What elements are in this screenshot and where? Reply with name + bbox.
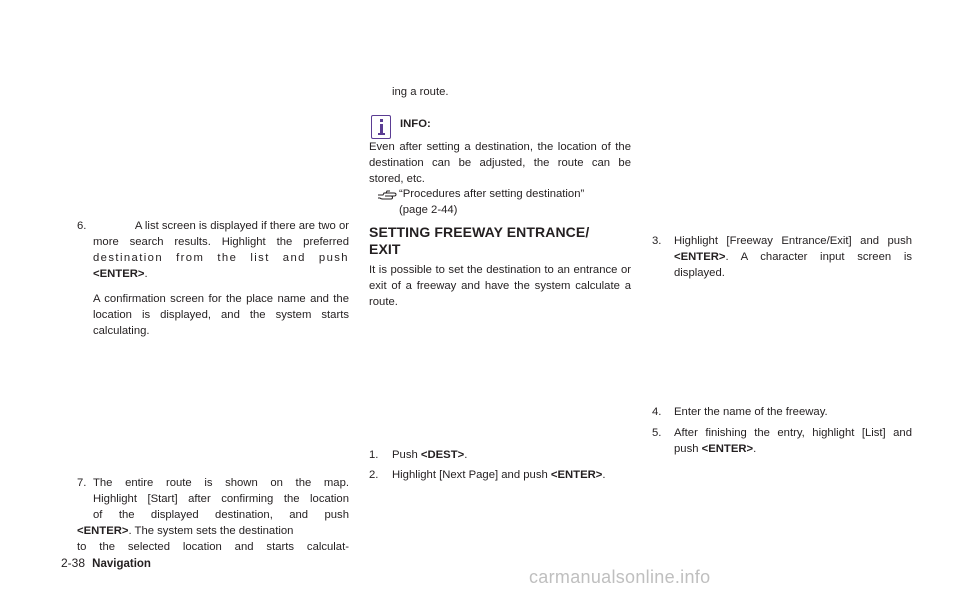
column-middle: ing a route. INFO: Even after setting a destination, the location of the destination can be adjusted, the route can be stored, etc. “Procedures after setting destination” (page 2-44) SETTING FREEWAY ENTRANCE/ EXIT It is possible to set the destination to an entrance or exit of a freeway and have the system calculate a route. 1. Push <DEST>. 2. Highlight [Next Page] and push <ENTER>. — [369, 86, 631, 481]
enter-key: <ENTER> — [701, 443, 754, 455]
enter-key: <ENTER> — [77, 525, 129, 537]
info-icon — [371, 115, 391, 139]
pointing-hand-icon — [377, 189, 398, 200]
footer — [61, 555, 151, 572]
column-right: 3. Highlight [Freeway Entrance/Exit] and push <ENTER>. A character input screen is displayed. 4. Enter the name of the freeway. 5. After finishing the entry, highlight [List] and push <ENTER>. — [652, 235, 912, 455]
step-number: 7. — [77, 477, 87, 489]
section-title: Navigation — [92, 558, 151, 570]
intro-paragraph: It is possible to set the destination to an entrance or exit of a freeway and have the system calculate a route. — [369, 264, 631, 308]
enter-key: <ENTER> — [550, 469, 603, 481]
watermark: carmanualsonline.info — [529, 567, 711, 587]
reference-title: “Procedures after setting destination” — [399, 188, 585, 200]
dest-key: <DEST> — [420, 449, 465, 461]
step-number: 2. — [369, 469, 379, 481]
info-text: Even after setting a destination, the location of the destination can be adjusted, the route can be stored, etc. — [369, 141, 631, 185]
info-label: INFO: — [400, 118, 431, 130]
step-number: 5. — [652, 427, 662, 439]
confirmation-text: A confirmation screen for the place name and the location is displayed, and the system starts calculating. — [93, 293, 349, 337]
step-number: 1. — [369, 449, 379, 461]
column-left: 6. A list screen is displayed if there are two or more search results. Highlight the preferred destination from the list and push <ENTER>. A confirmation screen for the place name and the location is displayed, and the system starts calculating. 7. The entire route is shown on the map. Highlight [Start] after confirming the location of the displayed destination, and push <ENTER>. The system sets the destination to the selected location and starts calculat- 2-38 Navigation — [61, 220, 349, 570]
section-heading: SETTING FREEWAY ENTRANCE/ EXIT — [369, 224, 590, 257]
enter-key: <ENTER> — [93, 268, 145, 280]
reference-page: (page 2-44) — [399, 204, 458, 216]
page-number: 2-38 — [61, 556, 86, 570]
reference — [377, 186, 631, 218]
step-number: 4. — [652, 406, 662, 418]
continuation-text: ing a route. — [392, 86, 449, 98]
enter-key: <ENTER> — [674, 251, 726, 263]
step-number: 3. — [652, 235, 662, 247]
step-number: 6. — [77, 220, 87, 232]
